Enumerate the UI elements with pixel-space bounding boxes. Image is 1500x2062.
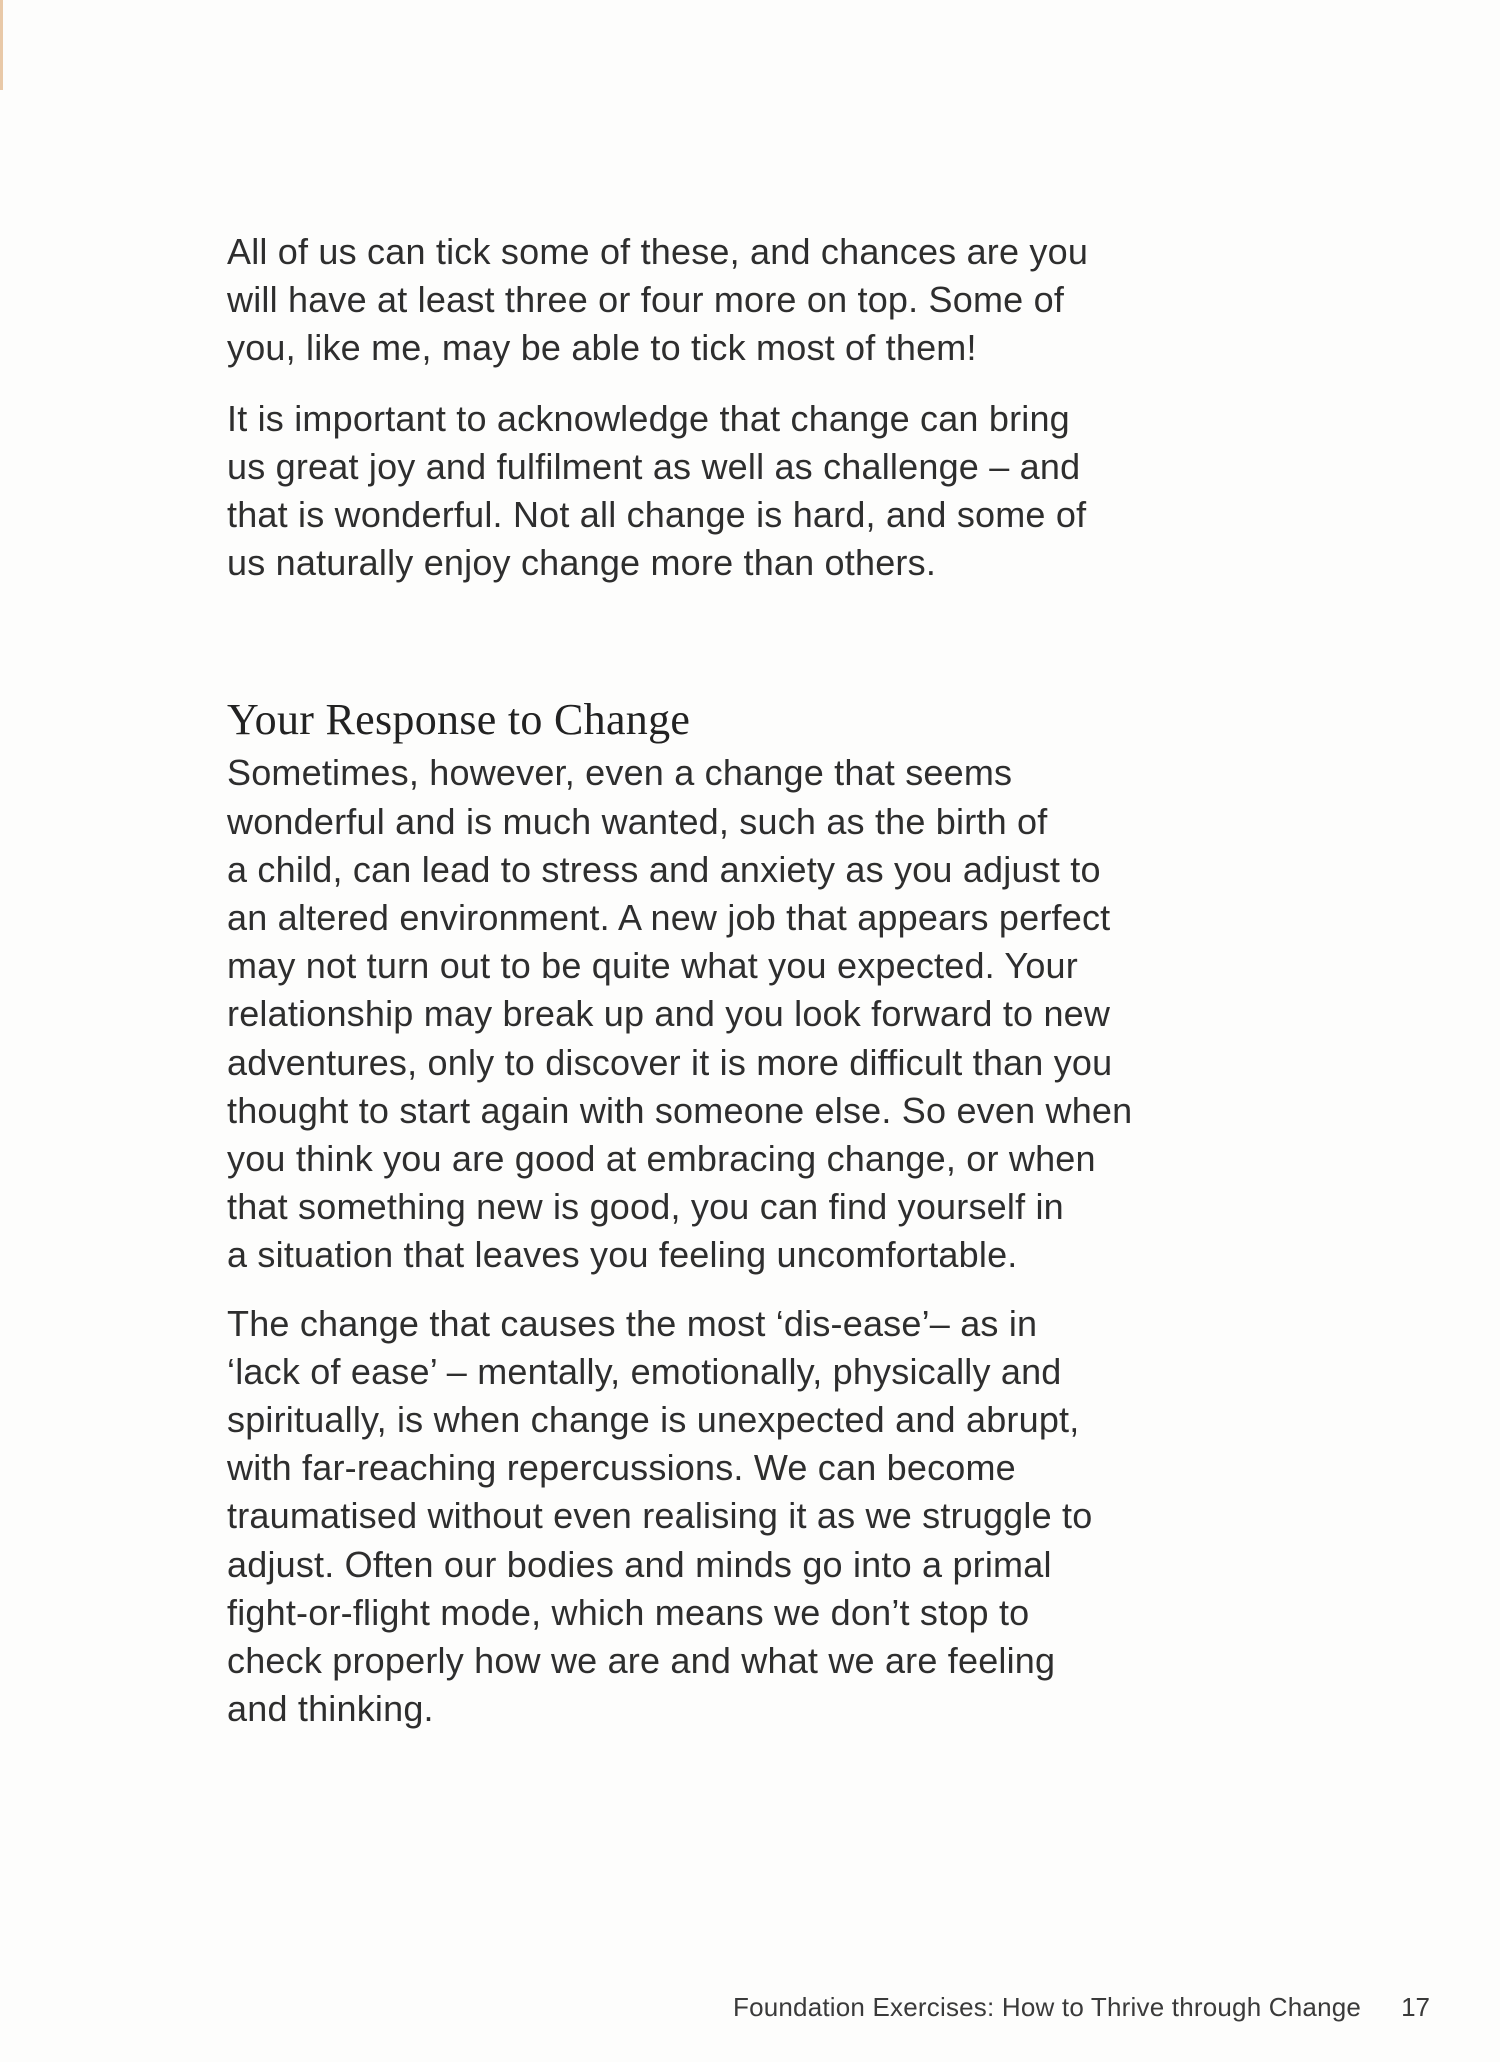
section-heading: Your Response to Change: [227, 695, 691, 745]
text-column: [227, 228, 1237, 1733]
scan-edge-mark: [0, 0, 3, 90]
paragraph-intro: All of us can tick some of these, and chances are you will have at least three or four more on top. Some of you, like me, may be able to tick most of them!: [227, 231, 1089, 369]
page-number: 17: [1401, 1992, 1430, 2022]
paragraph-response-to-change: Sometimes, however, even a change that seems wonderful and is much wanted, such as the birth of a child, can lead to stress and anxiety as you adjust to an altered environment. A new job that appears perfect may not turn out to be quite what you expected. Your relationship may break up and you look forward to new adventures, only to discover it is more difficult than you thought to start again with someone else. So even when you think you are good at embracing change, or when that something new is good, you can find yourself in a situation that leaves you feeling uncomfortable.: [227, 752, 1133, 1276]
page-footer: [733, 1992, 1430, 2023]
running-title: Foundation Exercises: How to Thrive through Change: [732, 1992, 1362, 2022]
paragraph-acknowledge-change: It is important to acknowledge that change can bring us great joy and fulfilment as well as challenge – and that is wonderful. Not all change is hard, and some of us naturally enjoy change more than others.: [227, 397, 1087, 584]
paragraph-dis-ease: The change that causes the most ‘dis-ease’– as in ‘lack of ease’ – mentally, emotionally, physically and spiritually, is when change is unexpected and abrupt, with far-reaching repercussions. We can become traumatised without even realising it as we struggle to adjust. Often our bodies and minds go into a primal fight-or-flight mode, which means we don’t stop to check properly how we are and what we are feeling and thinking.: [227, 1302, 1093, 1730]
